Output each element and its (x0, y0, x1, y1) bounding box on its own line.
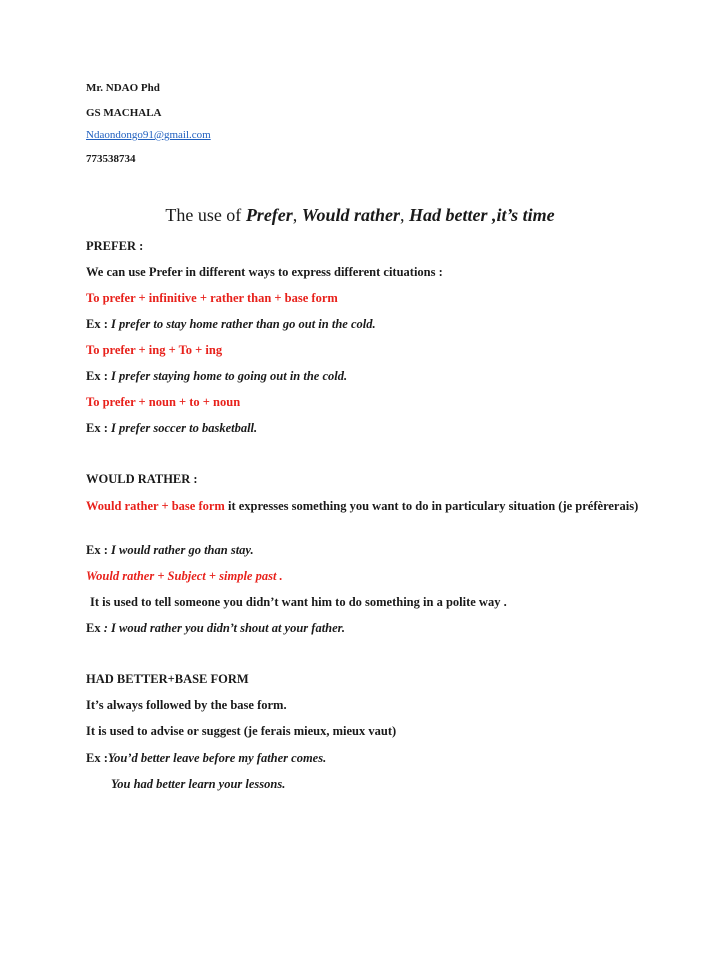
example-text: I would rather go than stay. (111, 543, 254, 557)
example-label: Ex : (86, 751, 108, 765)
would-rather-heading: WOULD RATHER : (86, 472, 198, 486)
example-text: : I woud rather you didn’t shout at your father. (103, 621, 345, 635)
phone-number: 773538734 (86, 153, 136, 165)
prefer-intro: We can use Prefer in different ways to express different cituations : (86, 265, 443, 279)
example-label: Ex : (86, 421, 111, 435)
title-had-better: Had better ,it’s time (409, 205, 555, 225)
prefer-example-1 (86, 317, 646, 332)
example-text: You’d better leave before my father comes. (107, 751, 327, 765)
rule-formula: Would rather + base form (86, 499, 225, 513)
school-name: GS MACHALA (86, 107, 162, 119)
example-text: I prefer soccer to basketball. (111, 421, 258, 435)
had-better-line-1: It’s always followed by the base form. (86, 698, 287, 712)
would-rather-example-1 (86, 543, 646, 558)
title-prefix: The use of (165, 205, 246, 225)
prefer-example-2 (86, 369, 646, 384)
had-better-example-1 (86, 751, 646, 766)
example-label: Ex : (86, 369, 111, 383)
would-rather-rule-2: Would rather + Subject + simple past . (86, 569, 283, 583)
would-rather-usage: It is used to tell someone you didn’t want him to do something in a polite way . (90, 595, 507, 609)
prefer-rule-2: To prefer + ing + To + ing (86, 343, 223, 357)
had-better-heading: HAD BETTER+BASE FORM (86, 672, 249, 686)
had-better-line-2: It is used to advise or suggest (je ferais mieux, mieux vaut) (86, 724, 397, 738)
document-title (0, 205, 720, 226)
title-prefer: Prefer (245, 205, 293, 225)
example-text: I prefer staying home to going out in the cold. (111, 369, 348, 383)
example-label: Ex (86, 621, 104, 635)
prefer-rule-1: To prefer + infinitive + rather than + base form (86, 291, 338, 305)
had-better-example-2: You had better learn your lessons. (111, 777, 286, 791)
example-label: Ex : (86, 317, 111, 331)
email-link[interactable]: Ndaondongo91@gmail.com (86, 129, 211, 141)
rule-explanation: it expresses something you want to do in particulary situation (je préfèrerais) (224, 499, 639, 513)
author-name: Mr. NDAO Phd (86, 82, 160, 94)
title-would-rather: Would rather (301, 205, 400, 225)
prefer-heading: PREFER : (86, 239, 144, 253)
title-sep-2: , (400, 205, 409, 225)
prefer-rule-3: To prefer + noun + to + noun (86, 395, 241, 409)
prefer-example-3 (86, 421, 646, 436)
example-label: Ex : (86, 543, 111, 557)
would-rather-rule-1 (86, 498, 641, 515)
example-text: I prefer to stay home rather than go out in the cold. (111, 317, 376, 331)
would-rather-example-2 (86, 621, 646, 636)
title-sep-1: , (292, 205, 302, 225)
